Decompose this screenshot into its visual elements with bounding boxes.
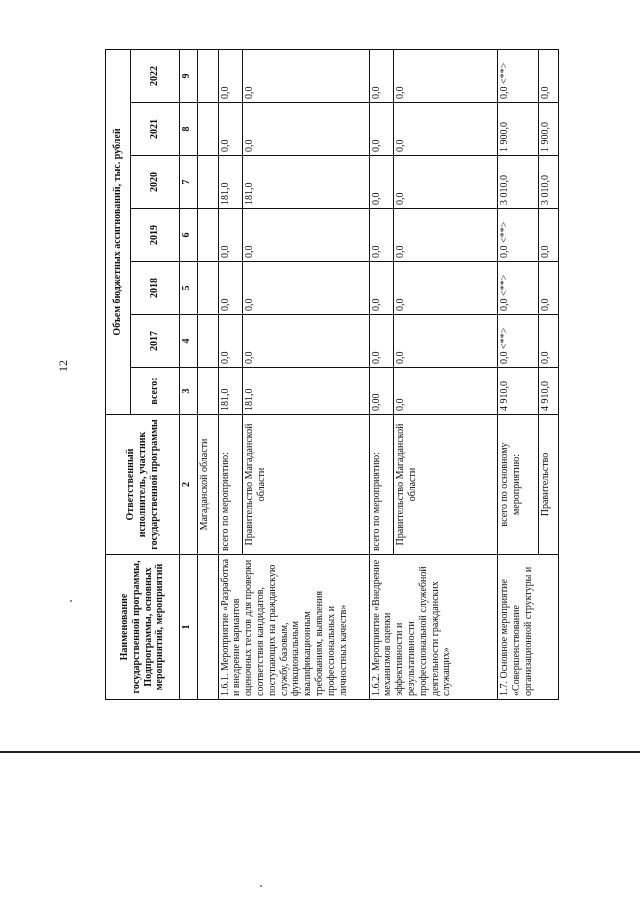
header-year: 2017 [130,315,180,368]
row-value: 3 010,0 [538,156,558,209]
row-value: 0,0 <**> [498,315,539,368]
table-row [498,49,539,699]
row-responsible: Правительство Магаданской области [243,415,369,555]
row-value: 0,0 [243,103,369,156]
col-number: 8 [180,103,198,156]
row-total [198,368,218,415]
row-value: 0,0 <**> [498,49,539,102]
row-value: 0,0 [369,262,394,315]
row-value [198,103,218,156]
row-value: 0,0 [218,262,243,315]
header-year: 2018 [130,262,180,315]
row-value: 0,0 <**> [498,262,539,315]
row-value: 0,0 [218,315,243,368]
header-year: 2021 [130,103,180,156]
row-value: 0,0 [538,315,558,368]
col-number: 1 [180,555,198,700]
header-year: 2019 [130,209,180,262]
row-value: 0,0 [394,103,498,156]
row-value: 0,0 [218,49,243,102]
row-value: 3 010,0 [498,156,539,209]
row-total: 181,0 [243,368,369,415]
row-responsible: Правительство [538,415,558,555]
row-value: 0,0 [369,103,394,156]
header-name: Наименование государственной программы, Подпрограммы, основных мероприятий, мероприятий [106,555,180,700]
row-total: 181,0 [218,368,243,415]
row-value: 0,0 [538,262,558,315]
col-number: 6 [180,209,198,262]
row-value: 0,0 [218,103,243,156]
table-row [369,49,394,699]
col-number: 7 [180,156,198,209]
row-value: 0,0 [218,209,243,262]
row-value: 0,0 [369,49,394,102]
row-total: 0,00 [369,368,394,415]
row-value: 0,0 [394,156,498,209]
header-year: 2022 [130,49,180,102]
col-number: 2 [180,415,198,555]
row-value: 0,0 [369,315,394,368]
col-number: 9 [180,49,198,102]
row-responsible: Магаданской области [198,415,218,555]
col-number: 3 [180,368,198,415]
col-number: 4 [180,315,198,368]
row-value [198,315,218,368]
row-name: 1.6.1. Мероприятие «Разработка и внедрение вариантов оценочных тестов для проверки соответствия кандидатов, поступающих на гражданскую службу, базовым, функциональным квалификационным требованиям, выявления профессиональных и личностных качеств» [218,555,369,700]
row-responsible: всего по основному мероприятию: [498,415,539,555]
row-total: 0,0 [394,368,498,415]
row-name: 1.6.2. Мероприятие «Внедрение механизмов оценки эффективности и результативности профессиональной служебной деятельности гражданских служащих» [369,555,497,700]
table-row [198,49,218,699]
header-total: всего: [130,368,180,415]
row-value [198,262,218,315]
row-value: 0,0 [243,49,369,102]
row-value [198,209,218,262]
row-responsible: Правительство Магаданской области [394,415,498,555]
header-year: 2020 [130,156,180,209]
row-responsible: всего по мероприятию: [218,415,243,555]
row-value [198,156,218,209]
row-responsible: всего по мероприятию: [369,415,394,555]
row-value: 0,0 [394,315,498,368]
row-value: 1 900,0 [538,103,558,156]
divider-line [0,751,640,753]
row-value: 0,0 [538,49,558,102]
page-number: 12 [56,360,70,372]
row-value: 0,0 [394,209,498,262]
row-value: 1 900,0 [498,103,539,156]
budget-table-rotated [105,50,559,700]
scan-speck [260,885,262,887]
row-value: 0,0 [394,262,498,315]
row-value: 0,0 [243,315,369,368]
row-value: 0,0 [243,262,369,315]
row-value: 0,0 [369,156,394,209]
row-value: 0,0 [394,49,498,102]
row-value: 0,0 [369,209,394,262]
header-budget: Объем бюджетных ассигнований, тыс. рублей [106,49,131,414]
row-value [198,49,218,102]
budget-table [105,49,559,700]
col-number: 5 [180,262,198,315]
row-value: 181,0 [218,156,243,209]
table-row [218,49,243,699]
row-name [198,555,218,700]
row-total: 4 910,0 [498,368,539,415]
row-name: 1.7. Основное мероприятие «Совершенствование организационной структуры и [498,555,559,700]
row-value: 0,0 <**> [498,209,539,262]
scan-speck [70,600,72,602]
row-value: 0,0 [538,209,558,262]
row-value: 0,0 [243,209,369,262]
header-responsible: Ответственный исполнитель, участник государственной программы [106,415,180,555]
row-value: 181,0 [243,156,369,209]
row-total: 4 910,0 [538,368,558,415]
